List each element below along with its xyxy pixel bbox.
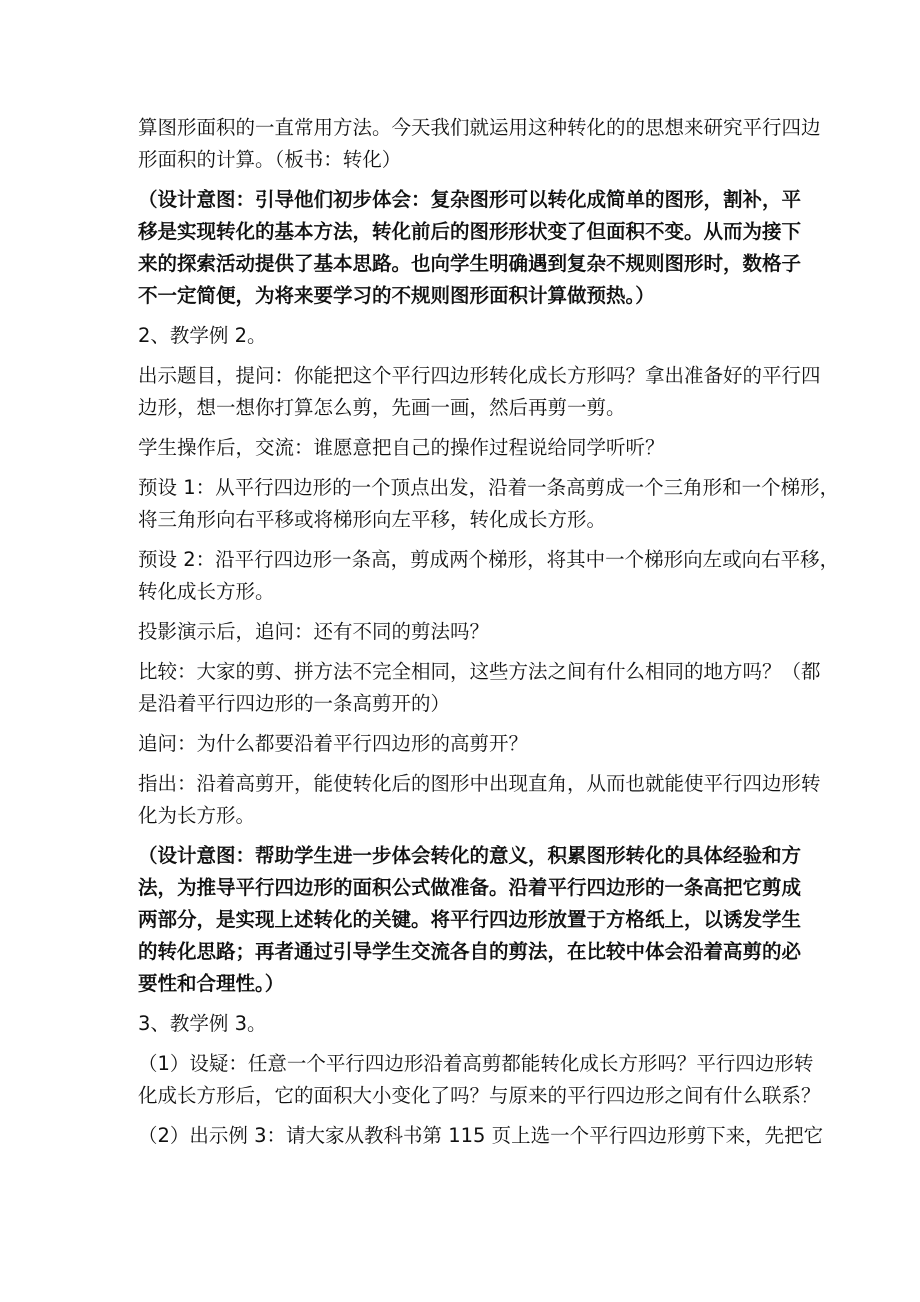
text-line: 预设 1：从平行四边形的一个顶点出发，沿着一条高剪成一个三角形和一个梯形， [138, 476, 840, 499]
design-intent-line: 的转化思路；再者通过引导学生交流各自的剪法，在比较中体会沿着高剪的必 [138, 940, 802, 963]
design-intent-line: 来的探索活动提供了基本思路。也向学生明确遇到复杂不规则图形时，数格子 [138, 252, 802, 275]
text-line: 学生操作后，交流：谁愿意把自己的操作过程说给同学听听？ [138, 436, 665, 459]
design-intent-line: （设计意图：引导他们初步体会：复杂图形可以转化成简单的图形，割补，平 [138, 188, 802, 211]
design-intent-line: 法，为推导平行四边形的面积公式做准备。沿着平行四边形的一条高把它剪成 [138, 876, 802, 899]
design-intent-line: （设计意图：帮助学生进一步体会转化的意义，积累图形转化的具体经验和方 [138, 844, 802, 867]
text-line: 3、教学例 3。 [138, 1012, 267, 1035]
text-line: 2、教学例 2。 [138, 324, 267, 347]
document-body [138, 112, 840, 1152]
text-line: 化为长方形。 [138, 804, 256, 827]
text-line: 转化成长方形。 [138, 580, 275, 603]
design-intent-line: 不一定简便，为将来要学习的不规则图形面积计算做预热。） [138, 284, 655, 307]
text-line: 是沿着平行四边形的一条高剪开的） [138, 692, 451, 715]
text-line: （1）设疑：任意一个平行四边形沿着高剪都能转化成长方形吗？平行四边形转 [138, 1052, 814, 1075]
text-line: 预设 2：沿平行四边形一条高，剪成两个梯形，将其中一个梯形向左或向右平移， [138, 548, 840, 571]
text-line: 投影演示后，追问：还有不同的剪法吗？ [138, 620, 490, 643]
text-line: 算图形面积的一直常用方法。今天我们就运用这种转化的的思想来研究平行四边 [138, 116, 821, 139]
design-intent-line: 要性和合理性。） [138, 972, 285, 995]
design-intent-line: 两部分，是实现上述转化的关键。将平行四边形放置于方格纸上，以诱发学生 [138, 908, 802, 931]
text-line: （2）出示例 3：请大家从教科书第 115 页上选一个平行四边形剪下来，先把它 [138, 1124, 824, 1147]
text-line: 边形，想一想你打算怎么剪，先画一画，然后再剪一剪。 [138, 396, 626, 419]
text-line: 化成长方形后，它的面积大小变化了吗？与原来的平行四边形之间有什么联系？ [138, 1084, 821, 1107]
text-line: 将三角形向右平移或将梯形向左平移，转化成长方形。 [138, 508, 607, 531]
design-intent-line: 移是实现转化的基本方法，转化前后的图形形状变了但面积不变。从而为接下 [138, 220, 802, 243]
text-line: 比较：大家的剪、拼方法不完全相同，这些方法之间有什么相同的地方吗？（都 [138, 660, 821, 683]
text-line: 指出：沿着高剪开，能使转化后的图形中出现直角，从而也就能使平行四边形转 [138, 772, 821, 795]
text-line: 出示题目，提问：你能把这个平行四边形转化成长方形吗？拿出准备好的平行四 [138, 364, 821, 387]
text-line: 形面积的计算。（板书：转化） [138, 148, 402, 171]
text-line: 追问：为什么都要沿着平行四边形的高剪开？ [138, 732, 529, 755]
